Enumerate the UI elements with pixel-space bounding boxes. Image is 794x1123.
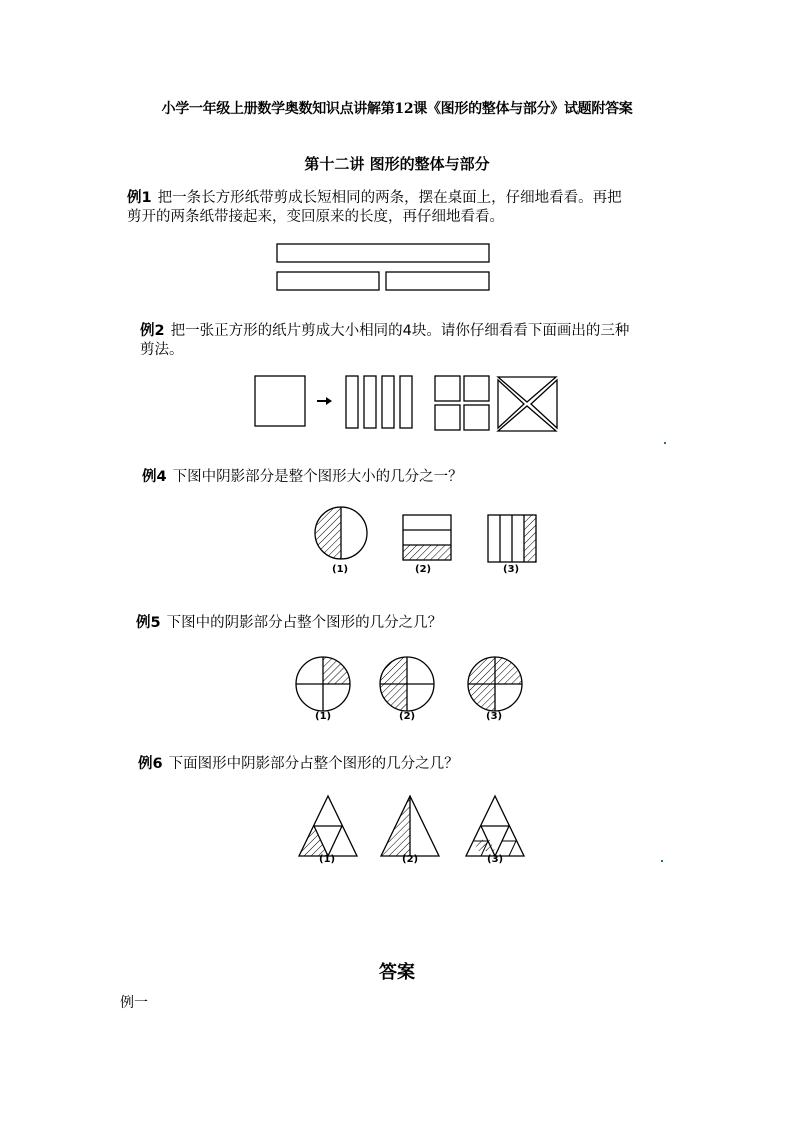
example-4-label: 例4	[142, 469, 167, 485]
example-4-caption-3: (3)	[503, 564, 520, 575]
example-4-question: 下图中阴影部分是整个图形大小的几分之一？	[172, 469, 463, 485]
example-5-caption-2: (2)	[399, 711, 416, 722]
speck-mark-2	[661, 860, 663, 862]
triangle-two-sixteenths	[466, 796, 524, 856]
example-2-line2: 剪法。	[140, 342, 184, 358]
triangle-one-half	[381, 796, 439, 856]
example-6-label: 例6	[138, 756, 163, 772]
example-5-caption-3: (3)	[486, 711, 503, 722]
example-1-label: 例1	[127, 190, 152, 206]
example-1-line1: 把一条长方形纸带剪成长短相同的两条，摆在桌面上，仔细地看看。再把	[157, 190, 622, 206]
example-6-caption-2: (2)	[402, 854, 419, 865]
example-4-caption-1: (1)	[332, 564, 349, 575]
example-6-caption-1: (1)	[319, 854, 336, 865]
answer-item-1: 例一	[120, 995, 148, 1011]
example-2-label: 例2	[140, 323, 165, 339]
example-1-line2: 剪开的两条纸带接起来，变回原来的长度，再仔细地看看。	[127, 209, 504, 225]
example-6-caption-3: (3)	[487, 854, 504, 865]
example-4-caption-2: (2)	[415, 564, 432, 575]
triangle-one-quarter	[299, 796, 357, 856]
document-title: 小学一年级上册数学奥数知识点讲解第12课《图形的整体与部分》试题附答案	[161, 101, 633, 117]
example-5-caption-1: (1)	[315, 711, 332, 722]
example-6-question: 下面图形中阴影部分占整个图形的几分之几？	[168, 756, 459, 772]
example-2-line1: 把一张正方形的纸片剪成大小相同的4块。请你仔细看看下面画出的三种	[170, 323, 630, 339]
lesson-title: 第十二讲 图形的整体与部分	[304, 155, 490, 173]
example-5-question: 下图中的阴影部分占整个图形的几分之几？	[166, 615, 443, 631]
answers-title: 答案	[379, 962, 415, 983]
example-5-label: 例5	[136, 615, 161, 631]
